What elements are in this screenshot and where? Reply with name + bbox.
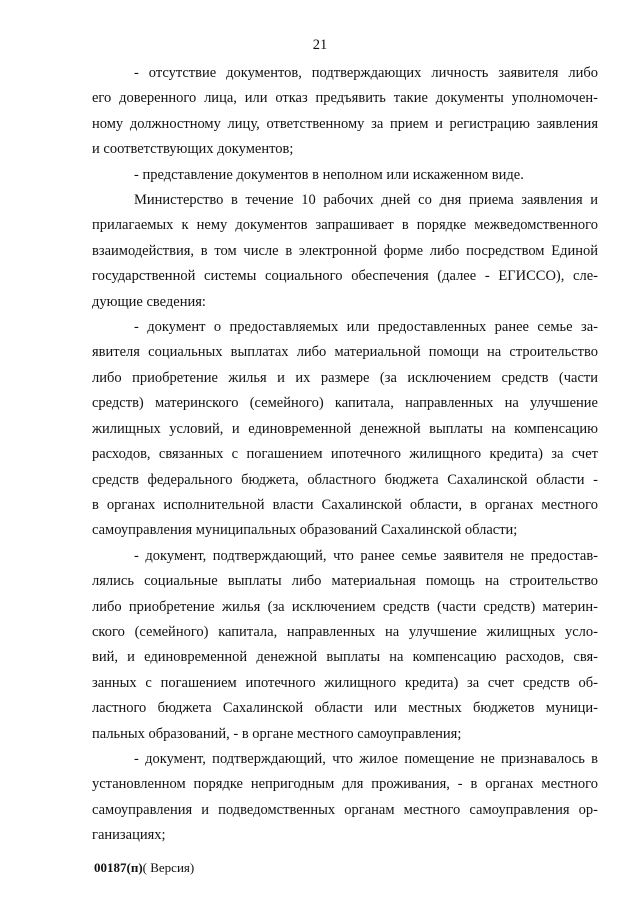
text-line: ганизациях; xyxy=(92,827,166,844)
text-line: ному должностному лицу, ответственному за прием и регистрацию заявления xyxy=(92,115,598,132)
text-line: дующие сведения: xyxy=(92,293,206,310)
text-line: лялись социальные выплаты либо материальная помощь на строительство xyxy=(92,573,598,590)
document-footer xyxy=(94,860,194,876)
document-code: 00187(п) xyxy=(94,860,143,875)
text-line: - документ, подтверждающий, что жилое помещение не признавалось в xyxy=(134,750,598,767)
text-line: явителя социальных выплатах либо материальной помощи на строительство xyxy=(92,344,598,361)
text-line: - документ, подтверждающий, что ранее семье заявителя не предостав- xyxy=(134,547,598,564)
text-line: установленном порядке непригодным для проживания, - в органах местного xyxy=(92,776,598,793)
text-line: ского (семейного) капитала, направленных на улучшение жилищных усло- xyxy=(92,623,598,640)
text-line: государственной системы социального обеспечения (далее - ЕГИССО), сле- xyxy=(92,268,598,285)
text-line: либо приобретение жилья и их размере (за исключением средств (части xyxy=(92,369,598,386)
text-line: занных с погашением ипотечного жилищного кредита) за счет средств об- xyxy=(92,674,598,691)
text-line: самоуправления и подведомственных органам местного самоуправления ор- xyxy=(92,801,598,818)
page-number: 21 xyxy=(312,37,328,53)
text-line: - представление документов в неполном или искаженном виде. xyxy=(134,166,524,183)
text-line: самоуправления муниципальных образований Сахалинской области; xyxy=(92,522,518,539)
text-line: в органах исполнительной власти Сахалинской области, в органах местного xyxy=(92,496,598,513)
text-line: расходов, связанных с погашением ипотечного жилищного кредита) за счет xyxy=(92,446,598,463)
text-line: средств) материнского (семейного) капитала, направленных на улучшение xyxy=(92,395,598,412)
text-line: его доверенного лица, или отказ предъявить такие документы уполномочен- xyxy=(92,90,598,107)
text-line: пальных образований, - в органе местного самоуправления; xyxy=(92,725,462,742)
text-line: и соответствующих документов; xyxy=(92,141,294,158)
body-text xyxy=(92,61,598,849)
version-label: ( Версия) xyxy=(142,860,195,875)
text-line: средств федерального бюджета, областного бюджета Сахалинской области - xyxy=(92,471,598,488)
text-line: вий, и единовременной денежной выплаты на компенсацию расходов, свя- xyxy=(92,649,598,666)
text-line: - отсутствие документов, подтверждающих личность заявителя либо xyxy=(134,65,598,81)
text-line: жилищных условий, и единовременной денежной выплаты на компенсацию xyxy=(92,420,598,437)
text-line: прилагаемых к нему документов запрашивает в порядке межведомственного xyxy=(92,217,598,234)
text-line: ластного бюджета Сахалинской области или местных бюджетов муници- xyxy=(92,700,598,717)
text-line: либо приобретение жилья (за исключением средств (части средств) материн- xyxy=(92,598,598,615)
text-line: Министерство в течение 10 рабочих дней со дня приема заявления и xyxy=(134,192,598,209)
text-line: взаимодействия, в том числе в электронной форме либо посредством Единой xyxy=(92,242,598,259)
text-line: - документ о предоставляемых или предоставленных ранее семье за- xyxy=(134,319,598,336)
